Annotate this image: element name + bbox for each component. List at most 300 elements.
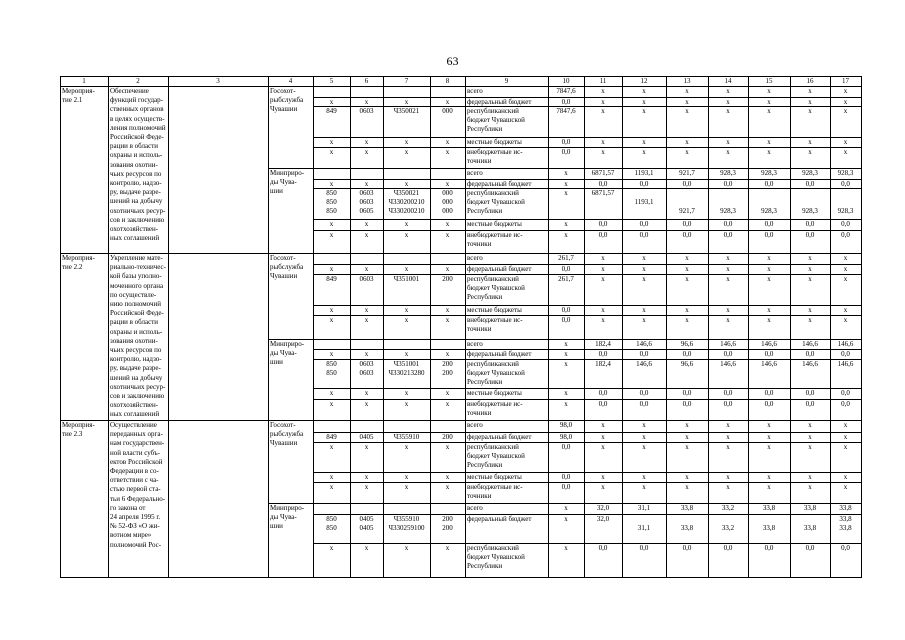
amount-cell: x (601, 265, 605, 273)
amount-cell: 0,0 (805, 231, 815, 239)
amount-cell: x (642, 148, 646, 156)
amount-cell: x (642, 87, 646, 95)
expense-type-code: 000 (442, 107, 453, 115)
ministry-code: 850 850 850 (326, 189, 337, 216)
amount-cell: 146,6 (761, 340, 777, 348)
ministry-code: x (329, 400, 334, 408)
amount-cell: 0,0 (764, 389, 774, 397)
section-code: 0603 (359, 275, 374, 283)
target-article-code: x (404, 220, 409, 228)
target-article-code: Ч350021 (393, 107, 420, 115)
amount-cell: x (808, 316, 812, 324)
amount-cell: x (601, 306, 605, 314)
target-article-code: x (404, 400, 409, 408)
amount-cell: x (685, 316, 689, 324)
amount-cell: x (685, 275, 689, 283)
table-rule (584, 76, 585, 578)
funding-source: федеральный бюджет (467, 265, 532, 273)
amount-cell: 0,0 (805, 350, 815, 358)
table-rule (666, 76, 667, 578)
amount-cell: x (726, 443, 730, 451)
target-article-code: x (404, 443, 409, 451)
section-code (351, 421, 382, 432)
table-rule (108, 76, 109, 578)
target-article-code: Ч350021 Ч330200210 Ч330200210 (388, 189, 425, 216)
amount-cell: 0,0 (639, 220, 649, 228)
amount-cell: 0,0 (841, 400, 850, 408)
amount-cell: 0,0 (723, 220, 733, 228)
amount-cell: 33,8 (762, 504, 776, 512)
amount-cell: 146,6 (720, 360, 736, 368)
amount-cell: 0,0 (723, 350, 733, 358)
header-cell-5: 5 (329, 77, 334, 85)
amount-cell: 0,0 (639, 180, 649, 188)
amount-cell: x (642, 138, 646, 146)
amount-cell: 0,0 (682, 350, 692, 358)
amount-cell: x (685, 138, 689, 146)
header-cell-6: 6 (364, 77, 369, 85)
expense-type-code: x (445, 544, 450, 552)
amount-cell: 0,0 (841, 220, 850, 228)
target-article-code: x (404, 306, 409, 314)
section-code (351, 169, 382, 179)
funding-source: местные бюджеты (467, 138, 522, 146)
amount-cell: x (767, 306, 771, 314)
table-rule (830, 76, 831, 578)
target-article-code: x (404, 389, 409, 397)
amount-cell: x (726, 254, 730, 262)
section-code: 0405 (359, 433, 374, 441)
expense-type-code: 000 000 000 (442, 189, 453, 216)
measure-name: Обеспечение функций государ- ственных органов в целях осуществ- ления полномочий Российской Феде- рации в области охраны и исполь- зования охотни- чьих ресурсов по контролю, надзо- ру, выдаче разре- шений на добычу охотничьих ресур- сов и заключению охотхозяйствен- ных соглашений (110, 87, 166, 243)
amount-cell: 0,0 (723, 544, 733, 552)
target-article-code: x (404, 265, 409, 273)
header-cell-3: 3 (216, 77, 220, 85)
amount-cell: x (808, 433, 812, 441)
amount-cell: 928,3 (761, 169, 777, 177)
amount-cell: x (564, 189, 568, 197)
amount-cell: x (601, 316, 605, 324)
amount-cell: x (843, 421, 848, 429)
ministry-code: x (329, 389, 334, 397)
ministry-code: x (329, 231, 334, 239)
amount-cell: x (767, 265, 771, 273)
amount-cell: x (843, 483, 848, 491)
table-rule (748, 76, 749, 578)
table-rule (790, 76, 791, 578)
ministry-code: x (329, 148, 334, 156)
amount-cell: 0,0 (561, 98, 571, 106)
amount-cell: 0,0 (598, 389, 608, 397)
section-code: 0603 0603 (359, 360, 374, 378)
table-rule (465, 76, 466, 578)
amount-cell: 0,0 (561, 265, 571, 273)
table-rule (708, 76, 709, 578)
amount-cell: x (685, 421, 689, 429)
ministry-code: x (329, 306, 334, 314)
amount-cell: 33,8 (680, 524, 694, 533)
amount-cell: x (564, 400, 568, 408)
amount-cell: x (642, 433, 646, 441)
ministry-code: x (329, 544, 334, 552)
amount-cell: 96,6 (680, 340, 694, 348)
measure-label: Мероприя- тие 2.1 (62, 87, 95, 105)
amount-cell: x (685, 433, 689, 441)
amount-cell: 0,0 (723, 180, 733, 188)
header-cell-2: 2 (136, 77, 140, 85)
amount-cell: x (564, 544, 568, 552)
amount-cell: 146,6 (802, 340, 818, 348)
expense-type-code: x (445, 265, 450, 273)
header-cell-12: 12 (640, 77, 648, 85)
amount-cell: x (808, 306, 812, 314)
amount-cell: x (642, 275, 646, 283)
ministry-code: x (329, 473, 334, 481)
amount-cell: 0,0 (598, 544, 608, 552)
table-rule (350, 76, 351, 578)
table-rule (168, 76, 169, 578)
amount-cell: 928,3 (802, 207, 818, 216)
amount-cell: x (642, 98, 646, 106)
amount-cell: x (726, 138, 730, 146)
section-code: 0405 0405 (359, 515, 374, 533)
amount-cell: 0,0 (723, 400, 733, 408)
header-cell-4: 4 (288, 77, 293, 85)
amount-cell: x (642, 254, 646, 262)
funding-source: внебюджетные ис- точники (467, 316, 523, 334)
target-article-code: Ч351001 Ч330213280 (388, 360, 425, 378)
amount-cell: x (767, 443, 771, 451)
amount-cell: x (767, 148, 771, 156)
target-article-code (384, 340, 429, 349)
amount-cell: 928,3 (720, 169, 736, 177)
amount-cell: 146,6 (837, 360, 854, 368)
amount-cell: 0,0 (598, 350, 608, 358)
amount-cell: x (808, 254, 812, 262)
amount-cell: x (564, 515, 568, 523)
amount-cell: x (601, 107, 605, 115)
funding-source: республиканский бюджет Чувашской Республики (467, 443, 525, 470)
amount-cell: 0,0 (561, 473, 571, 481)
funding-source: федеральный бюджет (467, 180, 532, 188)
amount-cell: 146,6 (802, 360, 818, 368)
amount-cell: x (808, 265, 812, 273)
expense-type-code (431, 421, 464, 432)
amount-cell: x (726, 98, 730, 106)
amount-cell: x (685, 254, 689, 262)
amount-cell: 0,0 (764, 180, 774, 188)
expense-type-code: 200 (442, 275, 453, 283)
amount-cell: x (564, 169, 568, 177)
amount-cell: x (685, 443, 689, 451)
amount-cell: 33,8 (803, 524, 817, 533)
amount-cell: x (843, 265, 848, 273)
amount-cell: 261,7 (558, 275, 574, 283)
amount-cell: x (601, 87, 605, 95)
amount-cell: 7847,6 (556, 87, 576, 95)
target-article-code (384, 87, 429, 97)
expense-type-code: x (445, 180, 450, 188)
amount-cell: 0,0 (682, 400, 692, 408)
amount-cell: 0,0 (682, 389, 692, 397)
amount-cell: x (843, 138, 848, 146)
ministry-code (314, 340, 349, 349)
expense-type-code: x (445, 400, 450, 408)
amount-cell: 7847,6 (556, 107, 576, 115)
amount-cell: x (808, 473, 812, 481)
amount-cell: 0,0 (805, 180, 815, 188)
amount-cell: 33,8 (803, 504, 817, 512)
table-rule (430, 76, 431, 578)
amount-cell: 928,3 (837, 207, 854, 216)
amount-cell: x (808, 443, 812, 451)
section-code: x (364, 544, 369, 552)
amount-cell: 0,0 (598, 220, 608, 228)
amount-cell: x (843, 473, 848, 481)
amount-cell: x (726, 433, 730, 441)
amount-cell: 0,0 (598, 231, 608, 239)
executor-name: Минприро- ды Чува- шии (270, 169, 305, 196)
amount-cell: 0,0 (682, 180, 692, 188)
amount-cell: 0,0 (561, 138, 571, 146)
ministry-code: x (329, 483, 334, 491)
section-code: x (364, 316, 369, 324)
amount-cell: 182,4 (595, 360, 611, 368)
amount-cell: x (685, 483, 689, 491)
executor-name: Минприро- ды Чува- шии (270, 504, 305, 531)
table-rule (548, 76, 549, 578)
section-code: x (364, 148, 369, 156)
expense-type-code (431, 504, 464, 514)
amount-cell: 146,6 (720, 340, 736, 348)
amount-cell: 0,0 (805, 544, 815, 552)
amount-cell: x (767, 483, 771, 491)
amount-cell: 146,6 (837, 340, 854, 348)
ministry-code: x (329, 220, 334, 228)
ministry-code: x (329, 265, 334, 273)
funding-source: федеральный бюджет (467, 350, 532, 358)
target-article-code: x (404, 138, 409, 146)
amount-cell: 0,0 (805, 389, 815, 397)
ministry-code: x (329, 98, 334, 106)
amount-cell: 0,0 (561, 148, 571, 156)
amount-cell: 0,0 (841, 350, 850, 358)
funding-source: местные бюджеты (467, 220, 522, 228)
amount-cell: x (601, 98, 605, 106)
ministry-code (314, 421, 349, 432)
ministry-code: x (329, 316, 334, 324)
amount-cell: 33,8 (680, 504, 694, 512)
funding-source: республиканский бюджет Чувашской Республики (467, 544, 525, 571)
measure-label: Мероприя- тие 2.3 (62, 421, 95, 439)
section-code: x (364, 98, 369, 106)
executor-name: Госохот- рыбслужба Чувашии (270, 87, 304, 114)
expense-type-code: x (445, 231, 450, 239)
amount-cell: x (601, 275, 605, 283)
amount-cell: 33,2 (721, 524, 735, 533)
measure-name: Осуществление переданных орга- нам государствен- ной власти субъ- ектов Российской Федерации в со- ответствии с ча- стью первой ста- тьи 6 Федерально- го закона от 24 апреля 1995 г. № 52-ФЗ «О жи- вотном мире» полномочий Рос- (110, 421, 166, 549)
amount-cell: x (843, 443, 848, 451)
target-article-code (384, 254, 429, 264)
amount-cell: 33,8 (839, 504, 852, 512)
amount-cell: x (767, 473, 771, 481)
funding-source: местные бюджеты (467, 389, 522, 397)
target-article-code: x (404, 180, 409, 188)
amount-cell: x (726, 107, 730, 115)
section-code: x (364, 306, 369, 314)
funding-source: внебюджетные ис- точники (467, 483, 523, 501)
funding-source: всего (467, 254, 483, 262)
section-code: 0603 (359, 107, 374, 115)
amount-cell: 0,0 (805, 400, 815, 408)
amount-cell: 261,7 (558, 254, 574, 262)
header-cell-14: 14 (724, 77, 732, 85)
expense-type-code (431, 169, 464, 179)
amount-cell: x (564, 340, 568, 348)
amount-cell: 1193,1 (634, 198, 654, 207)
amount-cell: x (601, 254, 605, 262)
amount-cell: x (767, 87, 771, 95)
amount-cell: 0,0 (723, 231, 733, 239)
target-article-code: x (404, 148, 409, 156)
funding-source: федеральный бюджет (467, 433, 532, 441)
amount-cell: x (685, 148, 689, 156)
amount-cell: 0,0 (841, 544, 850, 552)
amount-cell: x (808, 275, 812, 283)
target-article-code (384, 421, 429, 432)
amount-cell: x (843, 98, 848, 106)
amount-cell: x (685, 265, 689, 273)
ministry-code: 850 850 (326, 515, 337, 533)
amount-cell: x (726, 148, 730, 156)
expense-type-code (431, 340, 464, 349)
target-article-code: x (404, 231, 409, 239)
section-code: x (364, 389, 369, 397)
amount-cell: x (564, 504, 568, 512)
section-code: x (364, 138, 369, 146)
amount-cell: x (564, 180, 568, 188)
funding-source: федеральный бюджет (467, 98, 532, 106)
expense-type-code: x (445, 483, 450, 491)
header-cell-17: 17 (842, 77, 849, 85)
ministry-code: 849 (326, 107, 337, 115)
amount-cell: x (601, 138, 605, 146)
amount-cell: x (843, 87, 848, 95)
amount-cell: x (685, 107, 689, 115)
expense-type-code: x (445, 350, 450, 358)
ministry-code: 850 850 (326, 360, 337, 378)
amount-cell: x (642, 306, 646, 314)
amount-cell: 31,1 (637, 524, 651, 533)
amount-cell: 33,8 33,8 (839, 515, 852, 533)
funding-source: внебюджетные ис- точники (467, 231, 523, 249)
amount-cell: 0,0 (841, 231, 850, 239)
ministry-code: 849 (326, 275, 337, 283)
target-article-code: x (404, 483, 409, 491)
amount-cell: 96,6 (680, 360, 694, 368)
amount-cell: x (808, 107, 812, 115)
amount-cell: 0,0 (682, 231, 692, 239)
header-cell-15: 15 (765, 77, 773, 85)
table-rule (861, 76, 862, 578)
amount-cell: x (564, 389, 568, 397)
amount-cell: 928,3 (761, 207, 777, 216)
funding-source: федеральный бюджет (467, 515, 532, 523)
budget-table (60, 76, 861, 578)
amount-cell: 0,0 (841, 180, 850, 188)
amount-cell: x (767, 421, 771, 429)
section-code: x (364, 231, 369, 239)
amount-cell: x (564, 360, 568, 368)
amount-cell: x (808, 421, 812, 429)
amount-cell: 0,0 (805, 220, 815, 228)
amount-cell: x (843, 316, 848, 324)
section-code: x (364, 220, 369, 228)
funding-source: всего (467, 87, 483, 95)
expense-type-code: x (445, 443, 450, 451)
section-code: 0603 0603 0605 (359, 189, 374, 216)
amount-cell: 0,0 (764, 220, 774, 228)
table-rule (383, 76, 384, 578)
amount-cell: x (726, 87, 730, 95)
amount-cell: x (642, 443, 646, 451)
header-cell-8: 8 (445, 77, 450, 85)
amount-cell: 0,0 (723, 389, 733, 397)
table-rule (60, 76, 61, 578)
amount-cell: x (601, 483, 605, 491)
amount-cell: x (726, 265, 730, 273)
amount-cell: x (564, 350, 568, 358)
expense-type-code: 200 200 (442, 515, 453, 533)
ministry-code (314, 254, 349, 264)
amount-cell: 0,0 (561, 483, 571, 491)
amount-cell: x (564, 231, 568, 239)
amount-cell: x (685, 98, 689, 106)
funding-source: всего (467, 504, 483, 512)
target-article-code (384, 169, 429, 179)
amount-cell: 0,0 (598, 400, 608, 408)
amount-cell: 928,3 (720, 207, 736, 216)
amount-cell: 33,8 (762, 524, 776, 533)
target-article-code: x (404, 316, 409, 324)
expense-type-code: x (445, 306, 450, 314)
amount-cell: 928,3 (837, 169, 854, 177)
ministry-code: x (329, 180, 334, 188)
expense-type-code: 200 200 (442, 360, 453, 378)
amount-cell: x (601, 443, 605, 451)
section-code: x (364, 483, 369, 491)
ministry-code: 849 (326, 433, 337, 441)
section-code: x (364, 180, 369, 188)
funding-source: внебюджетные ис- точники (467, 148, 523, 166)
amount-cell: x (564, 220, 568, 228)
amount-cell: 0,0 (639, 350, 649, 358)
header-cell-10: 10 (562, 77, 570, 85)
target-article-code: x (404, 98, 409, 106)
amount-cell: x (767, 433, 771, 441)
amount-cell: 6871,57 (591, 169, 615, 177)
header-cell-11: 11 (599, 77, 607, 85)
amount-cell: 921,7 (679, 207, 695, 216)
section-code: x (364, 443, 369, 451)
expense-type-code: 200 (442, 433, 453, 441)
amount-cell: x (601, 473, 605, 481)
amount-cell: x (685, 87, 689, 95)
amount-cell: x (843, 433, 848, 441)
amount-cell: 146,6 (636, 340, 652, 348)
header-cell-1: 1 (82, 77, 86, 85)
amount-cell: 146,6 (761, 360, 777, 368)
